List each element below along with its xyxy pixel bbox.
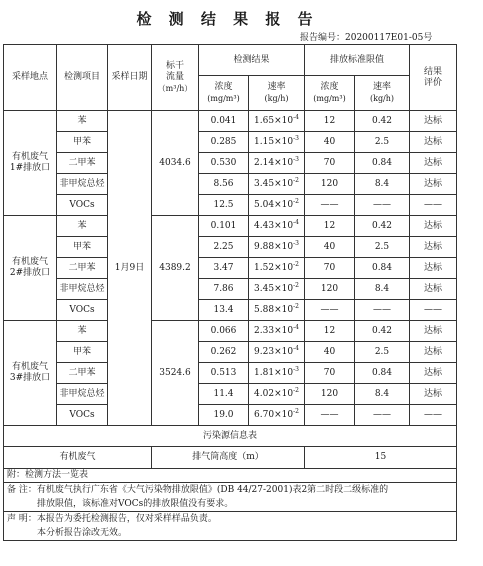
rate-cell <box>249 405 305 426</box>
limit-conc-cell: 40 <box>305 342 355 363</box>
site-cell <box>4 216 57 321</box>
conc-cell: 12.5 <box>199 195 249 216</box>
remark-line-2: 排放限值，该标准对VOCs的排放限值没有要求。 <box>4 497 456 512</box>
eval-cell: 达标 <box>410 363 457 384</box>
item-cell: 苯 <box>57 216 108 237</box>
appendix-note: 附：检测方法一览表 <box>4 468 456 483</box>
rate-exponent: -3 <box>293 134 299 142</box>
conc-cell: 19.0 <box>199 405 249 426</box>
notes-section <box>3 468 457 541</box>
limit-conc-cell: 70 <box>305 258 355 279</box>
limit-rate-cell: 8.4 <box>355 279 410 300</box>
item-cell: 苯 <box>57 111 108 132</box>
table-row <box>4 153 457 174</box>
limit-conc-cell: —— <box>305 405 355 426</box>
date-cell: 1月9日 <box>108 111 152 426</box>
limit-conc-cell: 70 <box>305 363 355 384</box>
eval-cell: 达标 <box>410 342 457 363</box>
header-results: 检测结果 <box>199 45 305 76</box>
header-limits: 排放标准限值 <box>305 45 410 76</box>
source-info-row <box>4 447 457 469</box>
limit-rate-cell: 0.42 <box>355 216 410 237</box>
remark-line-1: 备 注：有机废气执行广东省《大气污染物排放限值》(DB 44/27-2001)表2第二时段二级标准的 <box>7 485 389 495</box>
site-line: 有机废气 <box>11 257 48 267</box>
eval-cell: 达标 <box>410 279 457 300</box>
limit-rate-cell: 0.84 <box>355 153 410 174</box>
rate-mantissa: 5.88×10 <box>254 304 294 315</box>
rate-mantissa: 3.45×10 <box>254 283 294 294</box>
table-row <box>4 279 457 300</box>
rate-exponent: -3 <box>293 365 299 373</box>
eval-cell: —— <box>410 300 457 321</box>
header-conc: 浓度 (mg/m³) <box>199 76 249 111</box>
conc-cell: 13.4 <box>199 300 249 321</box>
eval-cell: 达标 <box>410 321 457 342</box>
item-cell: 二甲苯 <box>57 258 108 279</box>
table-row <box>4 363 457 384</box>
rate-cell <box>249 384 305 405</box>
rate-cell <box>249 258 305 279</box>
rate-cell <box>249 237 305 258</box>
limit-conc-cell: —— <box>305 300 355 321</box>
limit-conc-cell: 120 <box>305 384 355 405</box>
site-cell <box>4 111 57 216</box>
table-row <box>4 174 457 195</box>
limit-rate-cell: 0.42 <box>355 111 410 132</box>
item-cell: 非甲烷总烃 <box>57 279 108 300</box>
conc-cell: 0.513 <box>199 363 249 384</box>
table-row <box>4 300 457 321</box>
rate-cell <box>249 216 305 237</box>
conc-cell: 8.56 <box>199 174 249 195</box>
conc-cell: 2.25 <box>199 237 249 258</box>
rate-mantissa: 9.23×10 <box>254 346 294 357</box>
header-limit-conc: 浓度 (mg/m³) <box>305 76 355 111</box>
site-line: 有机废气 <box>11 152 48 162</box>
conc-cell: 0.041 <box>199 111 249 132</box>
rate-mantissa: 2.14×10 <box>254 157 294 168</box>
limit-conc-cell: 40 <box>305 237 355 258</box>
rate-mantissa: 3.45×10 <box>254 178 294 189</box>
item-cell: 二甲苯 <box>57 363 108 384</box>
limit-rate-cell: —— <box>355 300 410 321</box>
rate-exponent: -3 <box>293 239 299 247</box>
table-row <box>4 111 457 132</box>
eval-cell: 达标 <box>410 258 457 279</box>
rate-cell <box>249 279 305 300</box>
rate-mantissa: 1.81×10 <box>254 367 294 378</box>
item-cell: 甲苯 <box>57 237 108 258</box>
conc-cell: 3.47 <box>199 258 249 279</box>
conc-cell: 0.101 <box>199 216 249 237</box>
rate-mantissa: 4.02×10 <box>254 388 294 399</box>
report-number: 报告编号：20200117E01-05号 <box>300 33 433 43</box>
stack-height-label: 排气筒高度（m） <box>152 447 305 469</box>
rate-exponent: -2 <box>293 197 299 205</box>
rate-mantissa: 2.33×10 <box>254 325 294 336</box>
rate-exponent: -3 <box>293 155 299 163</box>
rate-exponent: -2 <box>293 176 299 184</box>
rate-exponent: -2 <box>293 302 299 310</box>
limit-conc-cell: 40 <box>305 132 355 153</box>
rate-cell <box>249 153 305 174</box>
conc-cell: 0.285 <box>199 132 249 153</box>
limit-rate-cell: —— <box>355 195 410 216</box>
header-limit-rate: 速率 (kg/h) <box>355 76 410 111</box>
eval-cell: 达标 <box>410 153 457 174</box>
table-row <box>4 216 457 237</box>
header-eval: 结果 评价 <box>410 45 457 111</box>
item-cell: 非甲烷总烃 <box>57 174 108 195</box>
statement-line-2: 本分析报告涂改无效。 <box>37 528 128 538</box>
rate-cell <box>249 132 305 153</box>
eval-cell: —— <box>410 195 457 216</box>
flow-cell: 4034.6 <box>152 111 199 216</box>
item-cell: 非甲烷总烃 <box>57 384 108 405</box>
rate-mantissa: 4.43×10 <box>254 220 294 231</box>
limit-conc-cell: 120 <box>305 279 355 300</box>
table-row <box>4 132 457 153</box>
header-item: 检测项目 <box>57 45 108 111</box>
table-row <box>4 405 457 426</box>
header-rate: 速率 (kg/h) <box>249 76 305 111</box>
limit-conc-cell: 120 <box>305 174 355 195</box>
table-row <box>4 258 457 279</box>
eval-cell: 达标 <box>410 384 457 405</box>
table-row <box>4 342 457 363</box>
rate-exponent: -4 <box>293 344 299 352</box>
report-title: 检 测 结 果 报 告 <box>136 10 319 28</box>
limit-rate-cell: 0.84 <box>355 363 410 384</box>
limit-conc-cell: 12 <box>305 321 355 342</box>
conc-cell: 0.066 <box>199 321 249 342</box>
header-date: 采样日期 <box>108 45 152 111</box>
limit-conc-cell: 70 <box>305 153 355 174</box>
eval-cell: 达标 <box>410 111 457 132</box>
limit-rate-cell: 8.4 <box>355 384 410 405</box>
rate-exponent: -2 <box>293 260 299 268</box>
header-site: 采样地点 <box>4 45 57 111</box>
rate-exponent: -4 <box>293 218 299 226</box>
flow-cell: 3524.6 <box>152 321 199 426</box>
eval-cell: —— <box>410 405 457 426</box>
conc-cell: 11.4 <box>199 384 249 405</box>
rate-exponent: -4 <box>293 323 299 331</box>
eval-cell: 达标 <box>410 132 457 153</box>
rate-mantissa: 1.65×10 <box>254 115 294 126</box>
item-cell: 甲苯 <box>57 342 108 363</box>
site-line: 2#排放口 <box>9 268 51 278</box>
item-cell: VOCs <box>57 300 108 321</box>
table-row <box>4 195 457 216</box>
limit-conc-cell: 12 <box>305 111 355 132</box>
site-line: 1#排放口 <box>9 163 51 173</box>
rate-cell <box>249 342 305 363</box>
rate-exponent: -2 <box>293 407 299 415</box>
rate-mantissa: 1.52×10 <box>254 262 294 273</box>
limit-rate-cell: 0.42 <box>355 321 410 342</box>
limit-rate-cell: 8.4 <box>355 174 410 195</box>
rate-mantissa: 5.04×10 <box>254 199 294 210</box>
source-heading-row <box>4 426 457 447</box>
eval-cell: 达标 <box>410 237 457 258</box>
conc-cell: 7.86 <box>199 279 249 300</box>
table-row <box>4 237 457 258</box>
rate-exponent: -2 <box>293 386 299 394</box>
limit-rate-cell: 0.84 <box>355 258 410 279</box>
conc-cell: 0.530 <box>199 153 249 174</box>
eval-cell: 达标 <box>410 174 457 195</box>
item-cell: 甲苯 <box>57 132 108 153</box>
header-flow: 标干 流量 （m³/h） <box>152 45 199 111</box>
flow-cell: 4389.2 <box>152 216 199 321</box>
item-cell: VOCs <box>57 405 108 426</box>
rate-cell <box>249 321 305 342</box>
results-table <box>3 44 457 469</box>
site-cell <box>4 321 57 426</box>
site-line: 3#排放口 <box>9 373 51 383</box>
limit-conc-cell: 12 <box>305 216 355 237</box>
rate-mantissa: 9.88×10 <box>254 241 294 252</box>
rate-mantissa: 1.15×10 <box>254 136 294 147</box>
conc-cell: 0.262 <box>199 342 249 363</box>
rate-exponent: -2 <box>293 281 299 289</box>
source-type: 有机废气 <box>4 447 152 469</box>
limit-rate-cell: 2.5 <box>355 342 410 363</box>
item-cell: 二甲苯 <box>57 153 108 174</box>
item-cell: 苯 <box>57 321 108 342</box>
stack-height-value: 15 <box>305 447 457 469</box>
eval-cell: 达标 <box>410 216 457 237</box>
rate-cell <box>249 363 305 384</box>
item-cell: VOCs <box>57 195 108 216</box>
limit-rate-cell: 2.5 <box>355 132 410 153</box>
rate-cell <box>249 111 305 132</box>
limit-rate-cell: 2.5 <box>355 237 410 258</box>
source-heading: 污染源信息表 <box>4 426 457 447</box>
limit-rate-cell: —— <box>355 405 410 426</box>
rate-exponent: -4 <box>293 113 299 121</box>
table-row <box>4 384 457 405</box>
table-row <box>4 321 457 342</box>
statement-line-1: 声 明：本报告为委托检测报告，仅对采样样品负责。 <box>7 514 217 524</box>
site-line: 有机废气 <box>11 362 48 372</box>
rate-cell <box>249 300 305 321</box>
rate-cell <box>249 174 305 195</box>
rate-mantissa: 6.70×10 <box>254 409 294 420</box>
rate-cell <box>249 195 305 216</box>
limit-conc-cell: —— <box>305 195 355 216</box>
